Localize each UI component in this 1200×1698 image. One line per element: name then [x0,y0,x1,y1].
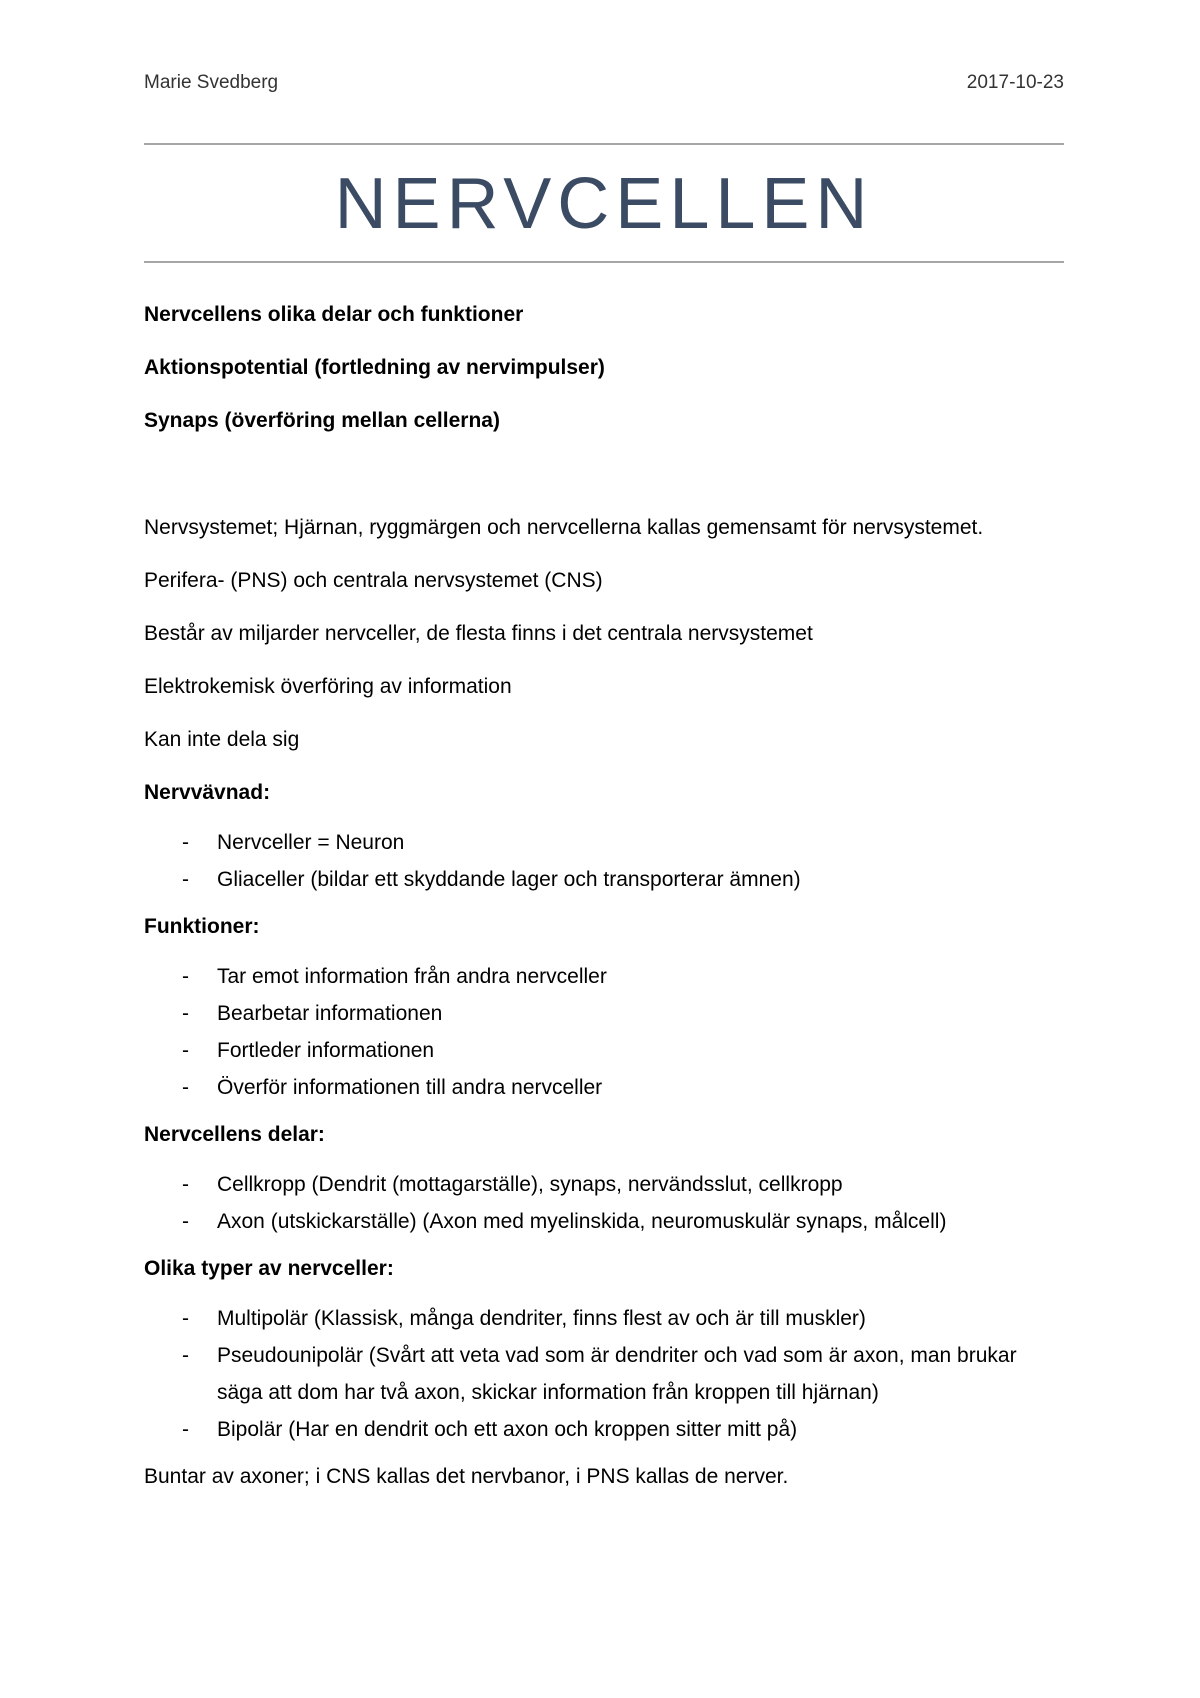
topic-line: Aktionspotential (fortledning av nervimpulser) [144,356,605,379]
section-heading-nervcellens-delar: Nervcellens delar: [144,1123,325,1146]
list-item: - Pseudounipolär (Svårt att veta vad som är dendriter och vad som är axon, man brukar säga att dom har två axon, skickar information från kroppen till hjärnan) [144,1337,1064,1411]
list-item: - Nervceller = Neuron [144,824,1064,861]
header-author: Marie Svedberg [144,72,279,93]
funktioner-list [144,958,1064,1106]
list-item: - Bearbetar informationen [144,995,1064,1032]
document-body [144,300,1064,1492]
list-item: - Multipolär (Klassisk, många dendriter, finns flest av och är till muskler) [144,1300,1064,1337]
list-item: - Tar emot information från andra nervceller [144,958,1064,995]
list-item: - Bipolär (Har en dendrit och ett axon och kroppen sitter mitt på) [144,1411,1064,1448]
list-item: - Cellkropp (Dendrit (mottagarställe), synaps, nervändsslut, cellkropp [144,1166,1064,1203]
topic-line: Nervcellens olika delar och funktioner [144,303,524,326]
intro-line: Perifera- (PNS) och centrala nervsystemet (CNS) [144,569,603,592]
intro-line: Består av miljarder nervceller, de flesta finns i det centrala nervsystemet [144,622,813,645]
typer-list [144,1300,1064,1448]
list-item: - Axon (utskickarställe) (Axon med myelinskida, neuromuskulär synaps, målcell) [144,1203,1064,1240]
header-date: 2017-10-23 [966,72,1064,93]
list-item: - Överför informationen till andra nervceller [144,1069,1064,1106]
nervvavnad-list [144,824,1064,898]
section-heading-typer: Olika typer av nervceller: [144,1257,394,1280]
intro-line: Elektrokemisk överföring av information [144,675,512,698]
title-top-rule [144,143,1064,145]
intro-line: Kan inte dela sig [144,728,300,751]
title-bottom-rule [144,261,1064,263]
section-heading-funktioner: Funktioner: [144,915,260,938]
closing-line: Buntar av axoner; i CNS kallas det nervbanor, i PNS kallas de nerver. [144,1465,789,1488]
list-item: - Fortleder informationen [144,1032,1064,1069]
list-item: - Gliaceller (bildar ett skyddande lager och transporterar ämnen) [144,861,1064,898]
nervcellens-delar-list [144,1166,1064,1240]
section-heading-nervvavnad: Nervvävnad: [144,781,271,804]
topic-line: Synaps (överföring mellan cellerna) [144,409,500,432]
intro-line: Nervsystemet; Hjärnan, ryggmärgen och nervcellerna kallas gemensamt för nervsystemet. [144,516,984,539]
document-title: NERVCELLEN [334,164,874,244]
